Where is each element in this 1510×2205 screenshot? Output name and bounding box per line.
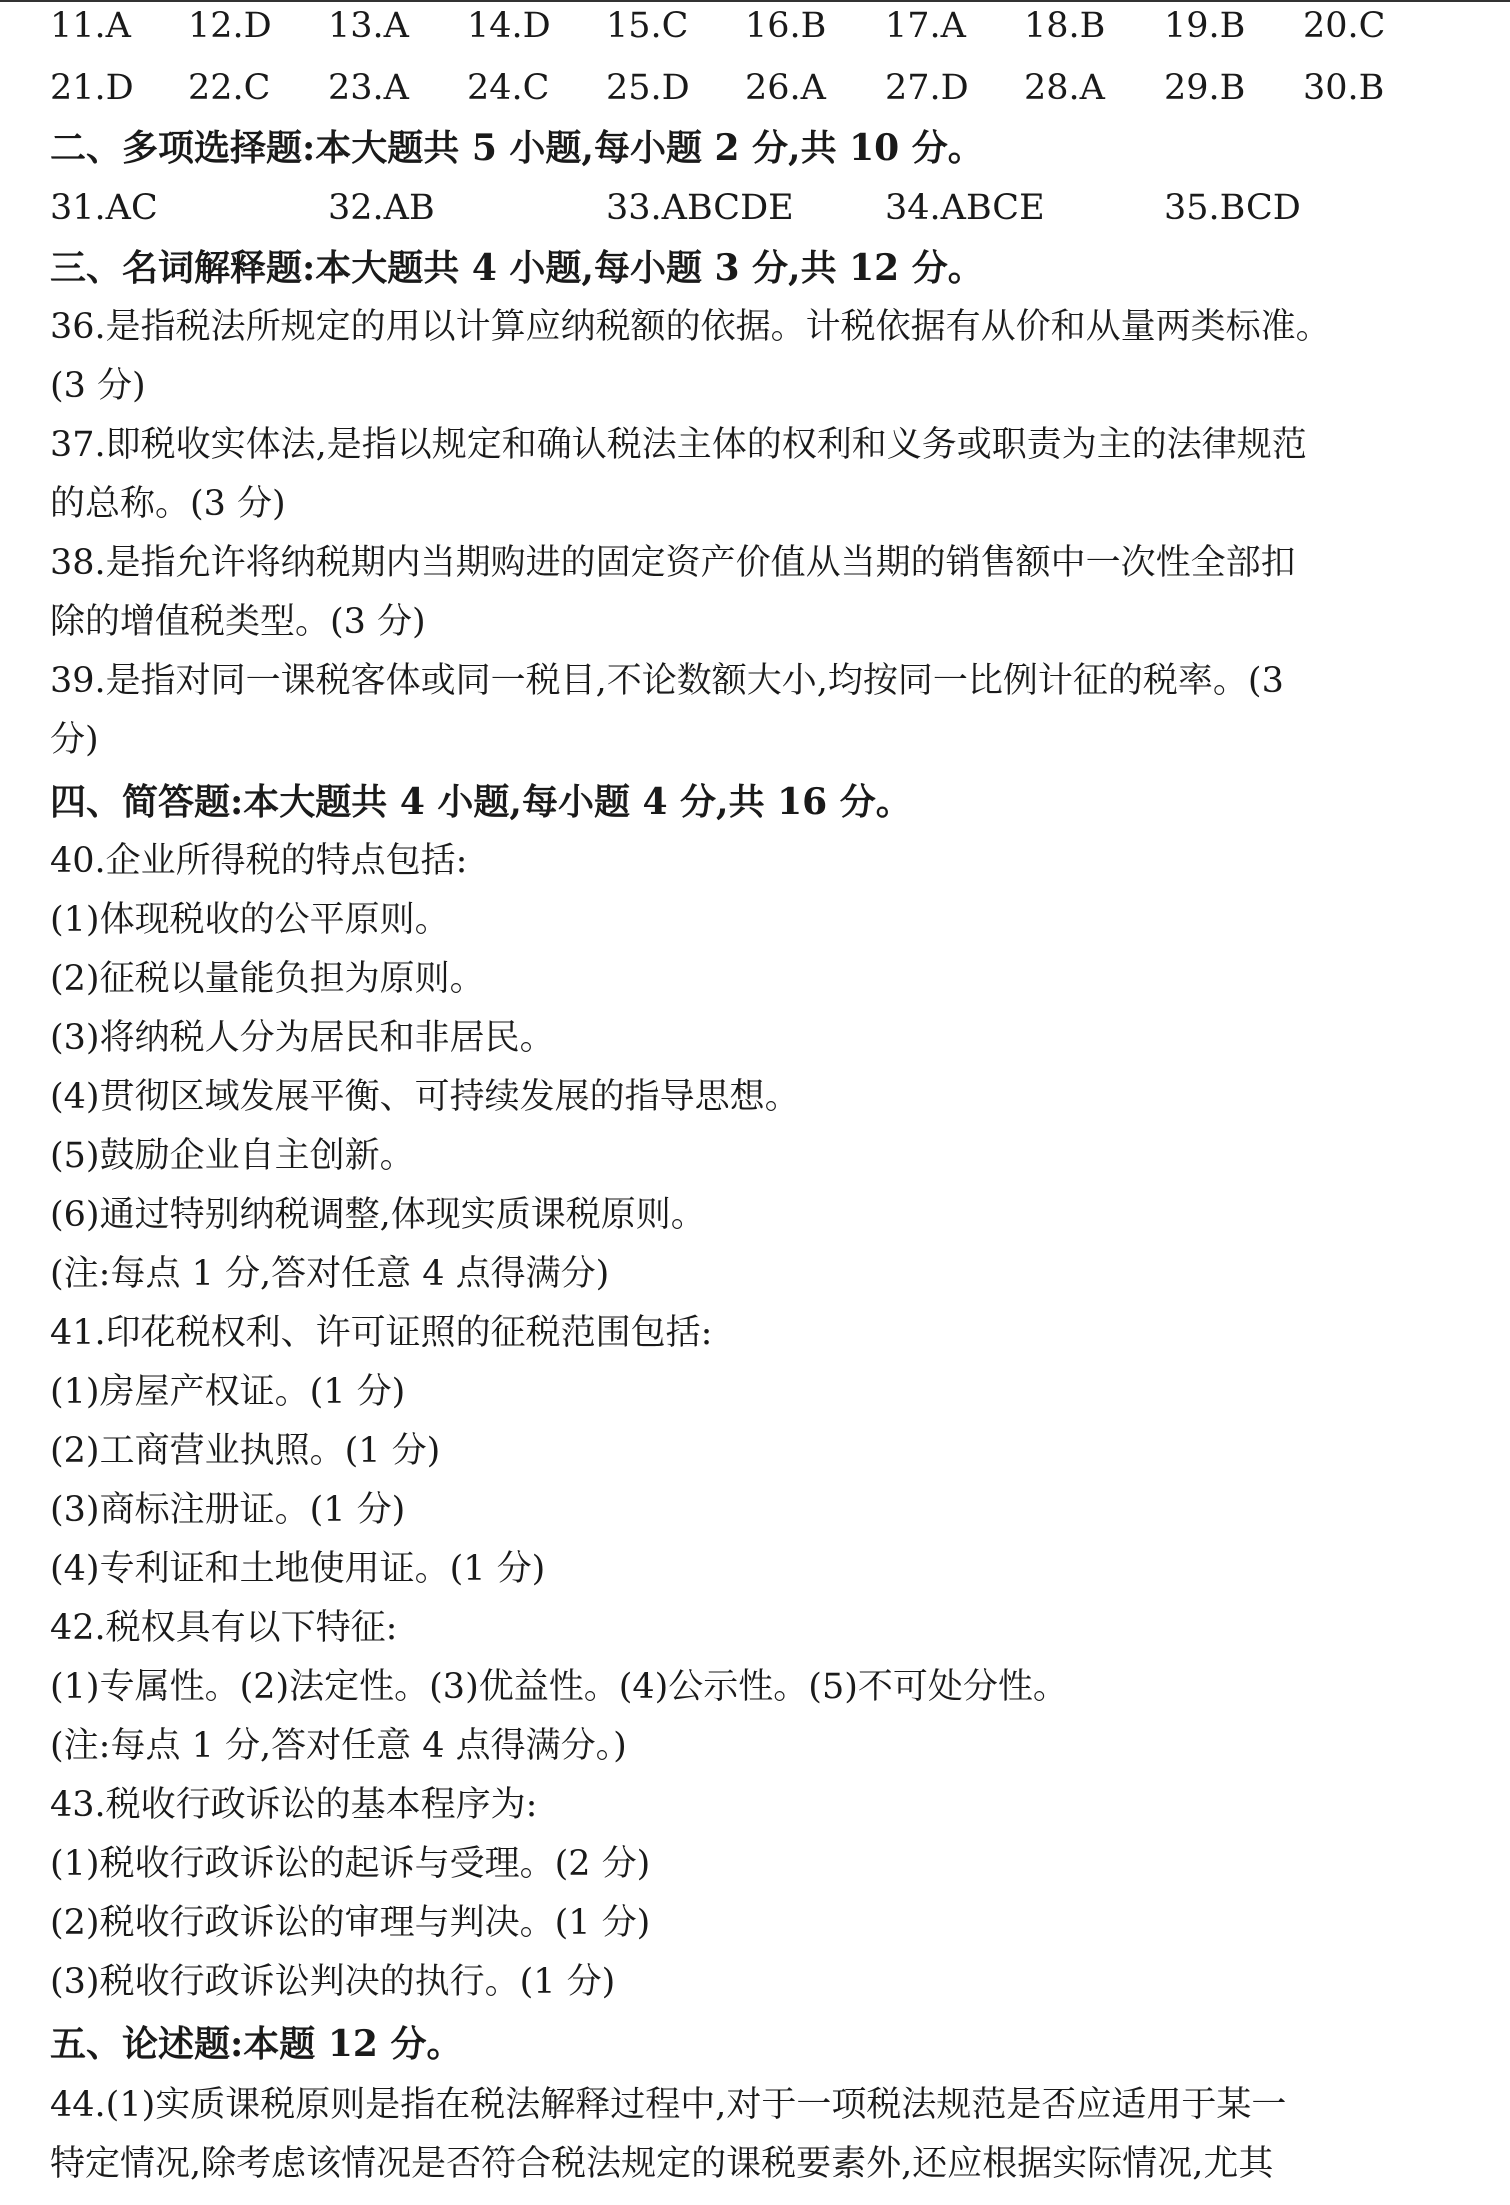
answer-item: 18.B	[1024, 6, 1106, 46]
answer-item: 15.C	[606, 6, 689, 46]
text-line: 42.税权具有以下特征:	[50, 1608, 398, 1648]
answer-item: 35.BCD	[1164, 188, 1301, 228]
answer-item: 27.D	[885, 68, 969, 108]
section-heading-short-answer: 四、简答题:本大题共 4 小题,每小题 4 分,共 16 分。	[50, 781, 912, 823]
text-line: (1)专属性。(2)法定性。(3)优益性。(4)公示性。(5)不可处分性。	[50, 1667, 1068, 1707]
answer-item: 20.C	[1303, 6, 1386, 46]
text-line: (6)通过特别纳税调整,体现实质课税原则。	[50, 1195, 706, 1235]
answer-item: 32.AB	[328, 188, 435, 228]
text-line: (5)鼓励企业自主创新。	[50, 1136, 415, 1176]
text-line: (4)专利证和土地使用证。(1 分)	[50, 1549, 546, 1589]
text-line: 特定情况,除考虑该情况是否符合税法规定的课税要素外,还应根据实际情况,尤其	[50, 2144, 1274, 2184]
text-line: 的总称。(3 分)	[50, 484, 286, 524]
text-line: (2)税收行政诉讼的审理与判决。(1 分)	[50, 1903, 651, 1943]
answer-item: 17.A	[885, 6, 966, 46]
text-line: 44.(1)实质课税原则是指在税法解释过程中,对于一项税法规范是否应适用于某一	[50, 2085, 1287, 2125]
answer-item: 30.B	[1303, 68, 1385, 108]
answer-item: 24.C	[467, 68, 550, 108]
single-choice-row-1	[50, 6, 1470, 46]
text-line: (注:每点 1 分,答对任意 4 点得满分)	[50, 1254, 610, 1294]
text-line: 39.是指对同一课税客体或同一税目,不论数额大小,均按同一比例计征的税率。(3	[50, 661, 1284, 701]
answer-item: 34.ABCE	[885, 188, 1045, 228]
answer-item: 21.D	[50, 68, 134, 108]
answer-item: 25.D	[606, 68, 690, 108]
text-line: 除的增值税类型。(3 分)	[50, 602, 426, 642]
section-heading-term-definitions: 三、名词解释题:本大题共 4 小题,每小题 3 分,共 12 分。	[50, 247, 984, 289]
text-line: 41.印花税权利、许可证照的征税范围包括:	[50, 1313, 713, 1353]
multiple-choice-row	[50, 188, 1470, 228]
answer-item: 19.B	[1164, 6, 1246, 46]
section-heading-essay: 五、论述题:本题 12 分。	[50, 2023, 463, 2065]
answer-item: 12.D	[188, 6, 272, 46]
text-line: (3)将纳税人分为居民和非居民。	[50, 1018, 555, 1058]
text-line: (3)税收行政诉讼判决的执行。(1 分)	[50, 1962, 616, 2002]
text-line: (1)税收行政诉讼的起诉与受理。(2 分)	[50, 1844, 651, 1884]
text-line: 38.是指允许将纳税期内当期购进的固定资产价值从当期的销售额中一次性全部扣	[50, 543, 1296, 583]
answer-item: 13.A	[328, 6, 409, 46]
answer-item: 29.B	[1164, 68, 1246, 108]
text-line: (注:每点 1 分,答对任意 4 点得满分。)	[50, 1726, 627, 1766]
text-line: (3)商标注册证。(1 分)	[50, 1490, 406, 1530]
text-line: 40.企业所得税的特点包括:	[50, 841, 468, 881]
text-line: (1)体现税收的公平原则。	[50, 900, 450, 940]
text-line: (1)房屋产权证。(1 分)	[50, 1372, 406, 1412]
answer-item: 28.A	[1024, 68, 1105, 108]
text-line: 分)	[50, 720, 99, 760]
answer-item: 23.A	[328, 68, 409, 108]
answer-item: 26.A	[745, 68, 826, 108]
text-line: (2)工商营业执照。(1 分)	[50, 1431, 441, 1471]
answer-item: 11.A	[50, 6, 131, 46]
text-line: 37.即税收实体法,是指以规定和确认税法主体的权利和义务或职责为主的法律规范	[50, 425, 1307, 465]
answer-item: 22.C	[188, 68, 271, 108]
answer-item: 16.B	[745, 6, 827, 46]
text-line: (2)征税以量能负担为原则。	[50, 959, 485, 999]
text-line: (4)贯彻区域发展平衡、可持续发展的指导思想。	[50, 1077, 800, 1117]
top-rule	[0, 0, 1510, 2]
text-line: 43.税收行政诉讼的基本程序为:	[50, 1785, 538, 1825]
text-line: 36.是指税法所规定的用以计算应纳税额的依据。计税依据有从价和从量两类标准。	[50, 307, 1331, 347]
single-choice-row-2	[50, 68, 1470, 108]
answer-item: 33.ABCDE	[606, 188, 794, 228]
answer-item: 31.AC	[50, 188, 158, 228]
section-heading-multiple-choice: 二、多项选择题:本大题共 5 小题,每小题 2 分,共 10 分。	[50, 127, 984, 169]
answer-item: 14.D	[467, 6, 551, 46]
text-line: (3 分)	[50, 366, 146, 406]
